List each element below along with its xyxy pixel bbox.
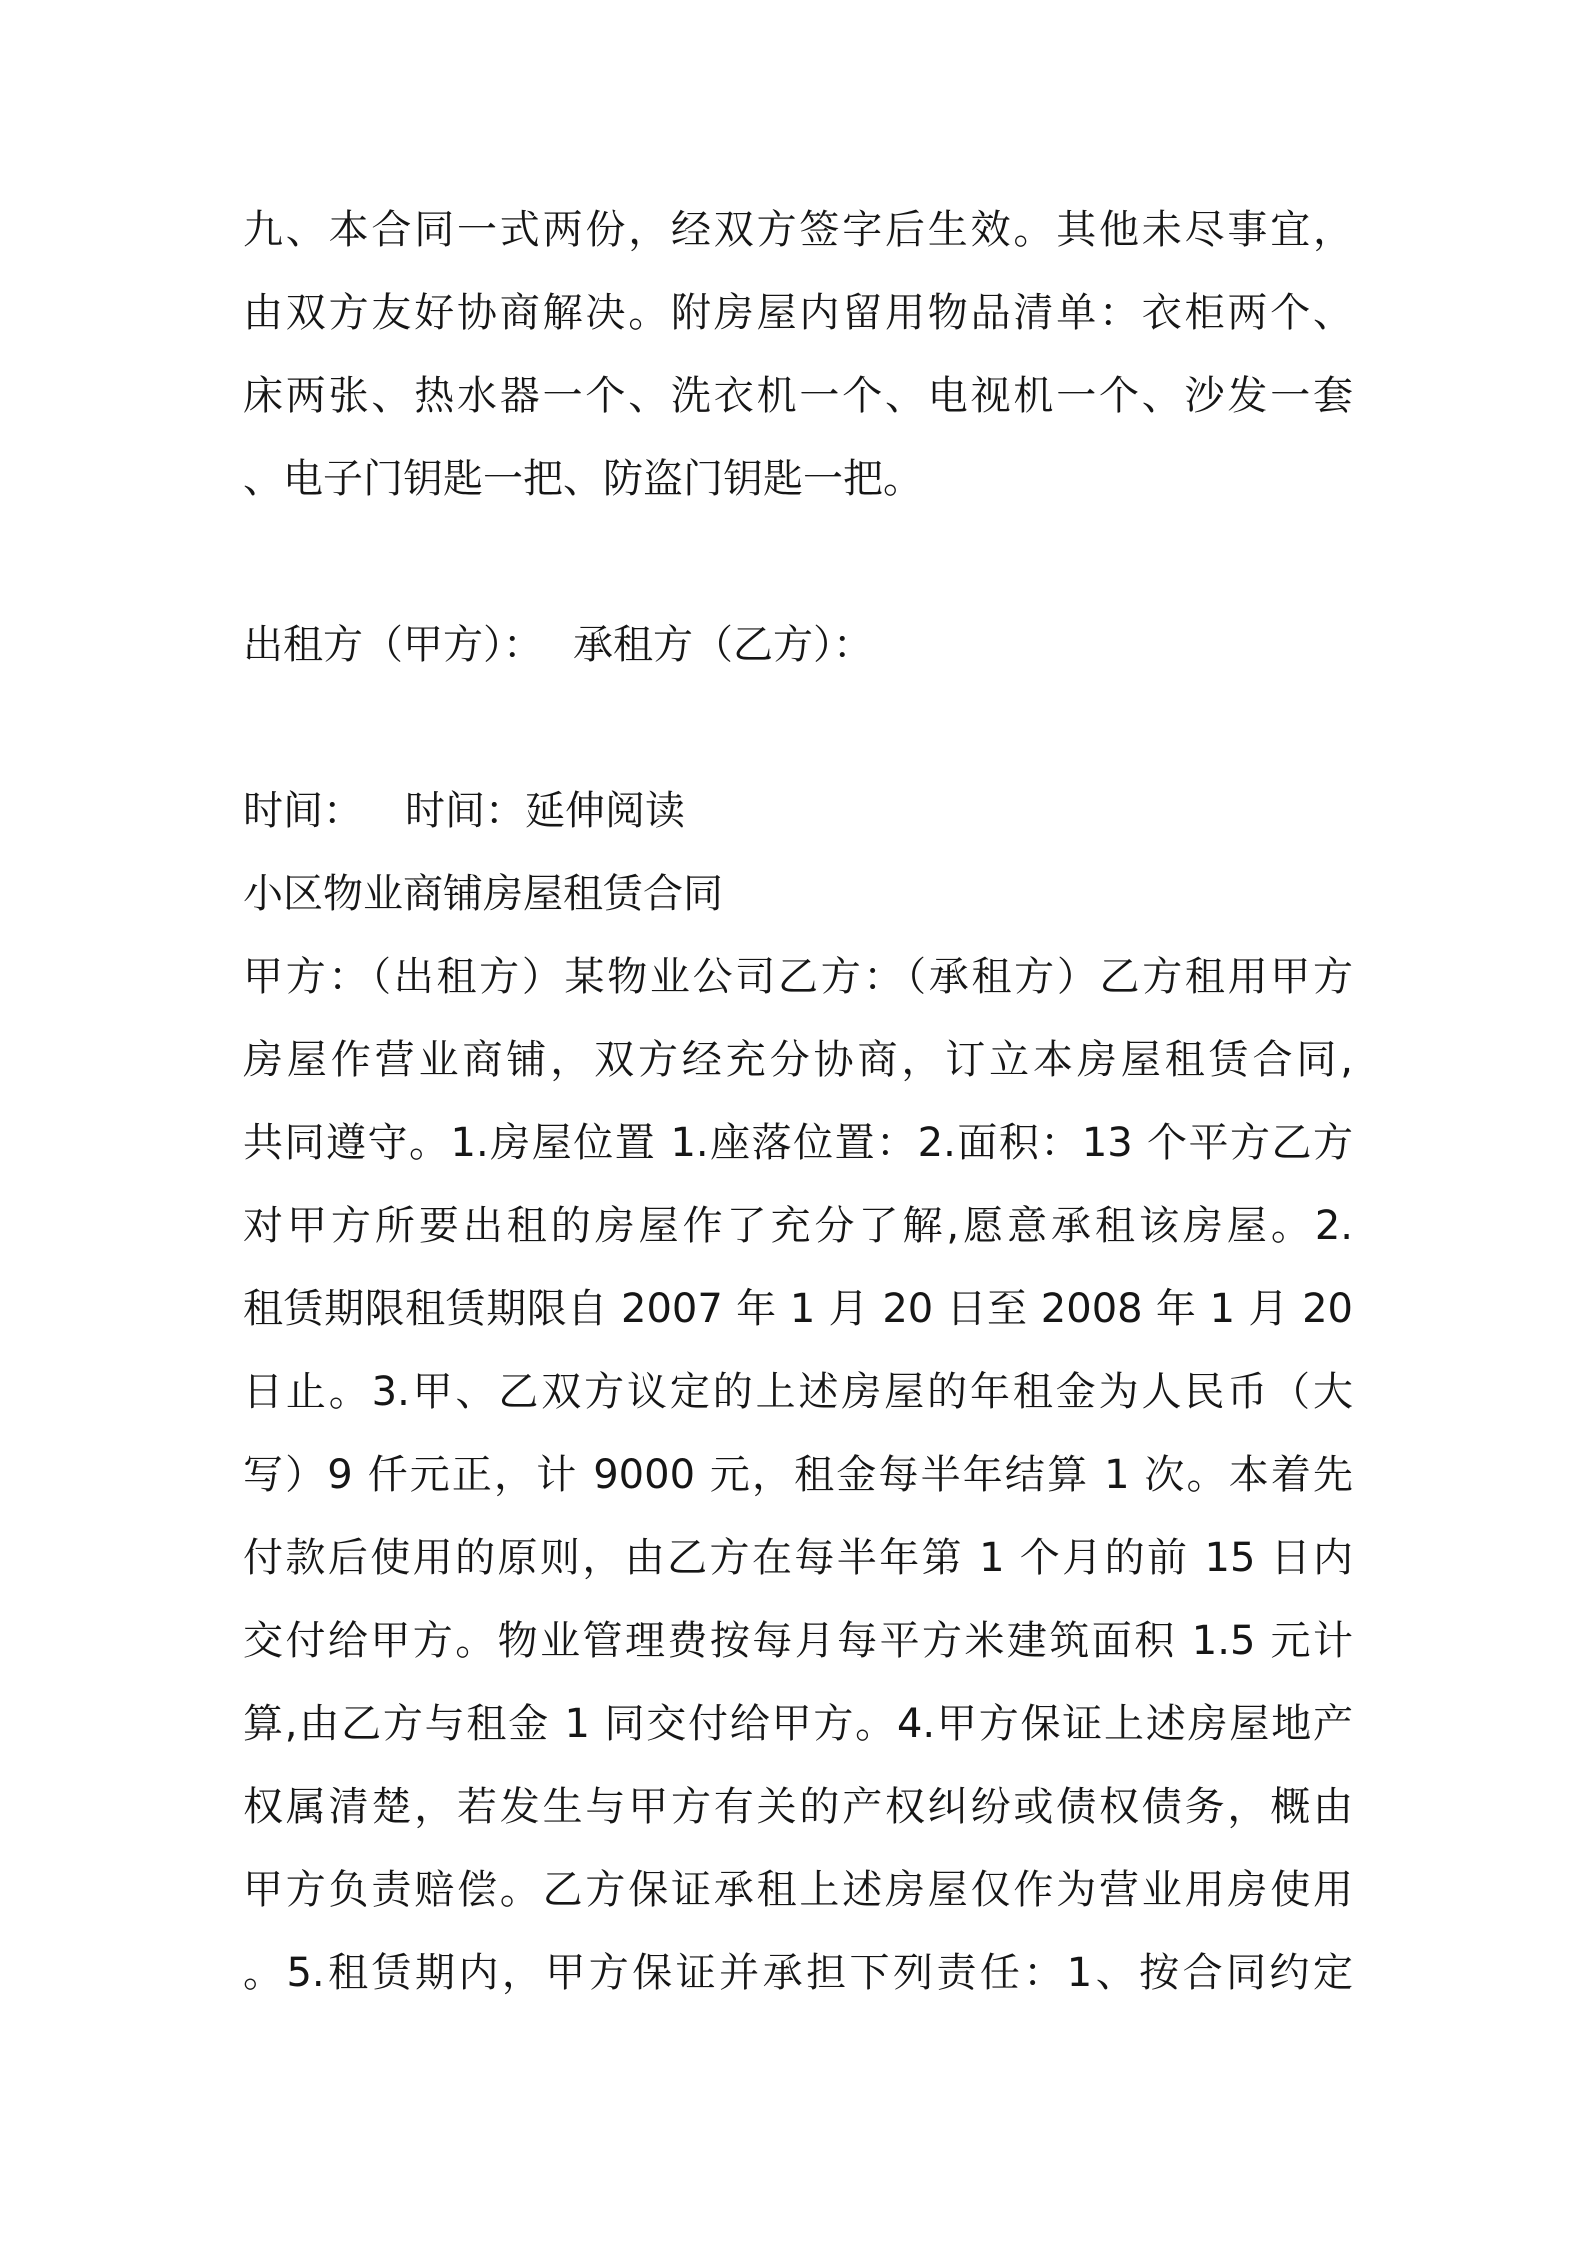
clause-nine-line-3: 床两张、热水器一个、洗衣机一个、电视机一个、沙发一套 <box>243 373 1353 419</box>
contract-line-6: 日止。3.甲、乙双方议定的上述房屋的年租金为人民币（大 <box>243 1369 1353 1415</box>
time-label-lessee: 时间： <box>405 788 525 834</box>
clause-nine-line-4: 、电子门钥匙一把、防盗门钥匙一把。 <box>243 456 923 502</box>
extended-reading-heading: 延伸阅读 <box>525 788 685 834</box>
contract-line-1: 甲方：（出租方）某物业公司乙方：（承租方）乙方租用甲方 <box>243 954 1353 1000</box>
time-label-lessor: 时间： <box>243 788 363 834</box>
signature-block <box>243 604 1353 687</box>
contract-line-9: 交付给甲方。物业管理费按每月每平方米建筑面积 1.5 元计 <box>243 1618 1353 1664</box>
contract-line-2: 房屋作营业商铺，双方经充分协商，订立本房屋租赁合同, <box>243 1037 1353 1083</box>
contract-title: 小区物业商铺房屋租赁合同 <box>243 871 723 917</box>
contract-line-11: 权属清楚，若发生与甲方有关的产权纠纷或债权债务，概由 <box>243 1784 1353 1830</box>
contract-line-3: 共同遵守。1.房屋位置 1.座落位置：2.面积：13 个平方乙方 <box>243 1120 1353 1166</box>
clause-nine-line-1: 九、本合同一式两份，经双方签字后生效。其他未尽事宜， <box>243 207 1353 253</box>
lessee-label: 承租方（乙方）： <box>573 622 873 668</box>
contract-line-12: 甲方负责赔偿。乙方保证承租上述房屋仅作为营业用房使用 <box>243 1867 1353 1913</box>
contract-line-13: 。5.租赁期内，甲方保证并承担下列责任：1、按合同约定 <box>243 1950 1353 1996</box>
shop-lease-contract <box>243 853 1353 2015</box>
clause-nine-line-2: 由双方友好协商解决。附房屋内留用物品清单：衣柜两个、 <box>243 290 1353 336</box>
contract-line-5: 租赁期限租赁期限自 2007 年 1 月 20 日至 2008 年 1 月 20 <box>243 1286 1353 1332</box>
contract-line-4: 对甲方所要出租的房屋作了充分了解,愿意承租该房屋。2. <box>243 1203 1353 1249</box>
date-block <box>243 770 1353 853</box>
contract-line-10: 算,由乙方与租金 1 同交付给甲方。4.甲方保证上述房屋地产 <box>243 1701 1353 1747</box>
contract-line-7: 写）9 仟元正，计 9000 元，租金每半年结算 1 次。本着先 <box>243 1452 1353 1498</box>
clause-nine <box>243 189 1353 521</box>
lessor-label: 出租方（甲方）： <box>243 622 543 668</box>
contract-line-8: 付款后使用的原则，由乙方在每半年第 1 个月的前 15 日内 <box>243 1535 1353 1581</box>
